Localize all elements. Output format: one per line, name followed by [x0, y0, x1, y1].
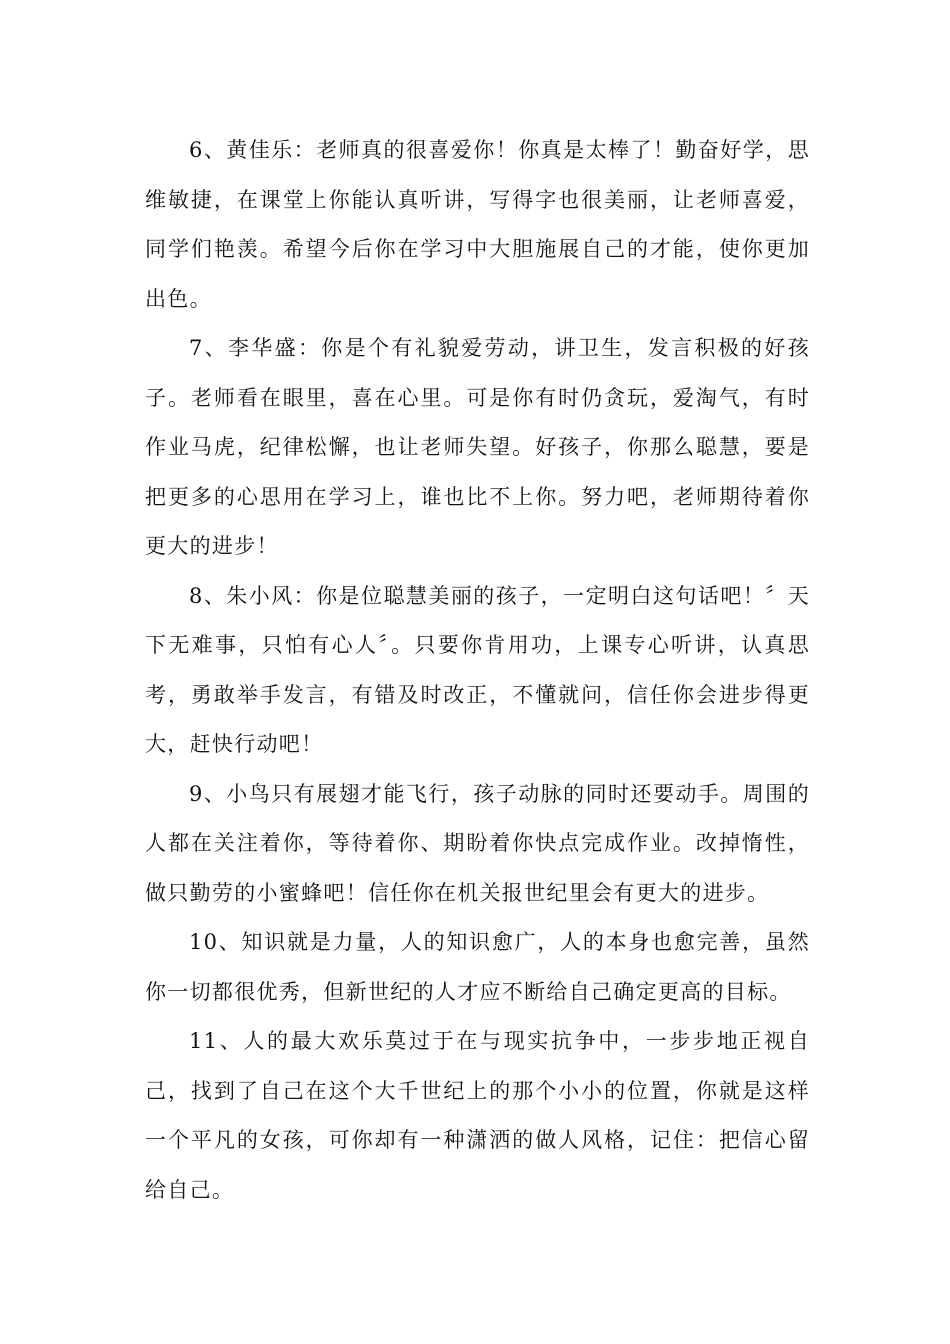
comment-paragraph-9: 9、小鸟只有展翅才能飞行，孩子动脉的同时还要动手。周围的人都在关注着你，等待着你、期盼着你快点完成作业。改掉惰性，做只勤劳的小蜜蜂吧！信任你在机关报世纪里会有更大的进步。: [145, 781, 810, 905]
document-body: [145, 126, 810, 1215]
comment-paragraph-7: 7、李华盛：你是个有礼貌爱劳动，讲卫生，发言积极的好孩子。老师看在眼里，喜在心里。可是你有时仍贪玩，爱淘气，有时作业马虎，纪律松懈，也让老师失望。好孩子，你那么聪慧，要是把更多的心思用在学习上，谁也比不上你。努力吧，老师期待着你更大的进步！: [145, 336, 810, 558]
comment-paragraph-6: 6、黄佳乐：老师真的很喜爱你！你真是太棒了！勤奋好学，思维敏捷，在课堂上你能认真听讲，写得字也很美丽，让老师喜爱，同学们艳羡。希望今后你在学习中大胆施展自己的才能，使你更加出色。: [145, 138, 810, 311]
comment-paragraph-8: 8、朱小风：你是位聪慧美丽的孩子，一定明白这句话吧！〞天下无难事，只怕有心人〞。只要你肯用功，上课专心听讲，认真思考，勇敢举手发言，有错及时改正，不懂就问，信任你会进步得更大，赶快行动吧！: [145, 583, 810, 756]
comment-paragraph-10: 10、知识就是力量，人的知识愈广，人的本身也愈完善，虽然你一切都很优秀，但新世纪的人才应不断给自己确定更高的目标。: [145, 930, 810, 1004]
comment-paragraph-11: 11、人的最大欢乐莫过于在与现实抗争中，一步步地正视自己，找到了自己在这个大千世纪上的那个小小的位置，你就是这样一个平凡的女孩，可你却有一种潇洒的做人风格，记住：把信心留给自己。: [145, 1029, 810, 1202]
